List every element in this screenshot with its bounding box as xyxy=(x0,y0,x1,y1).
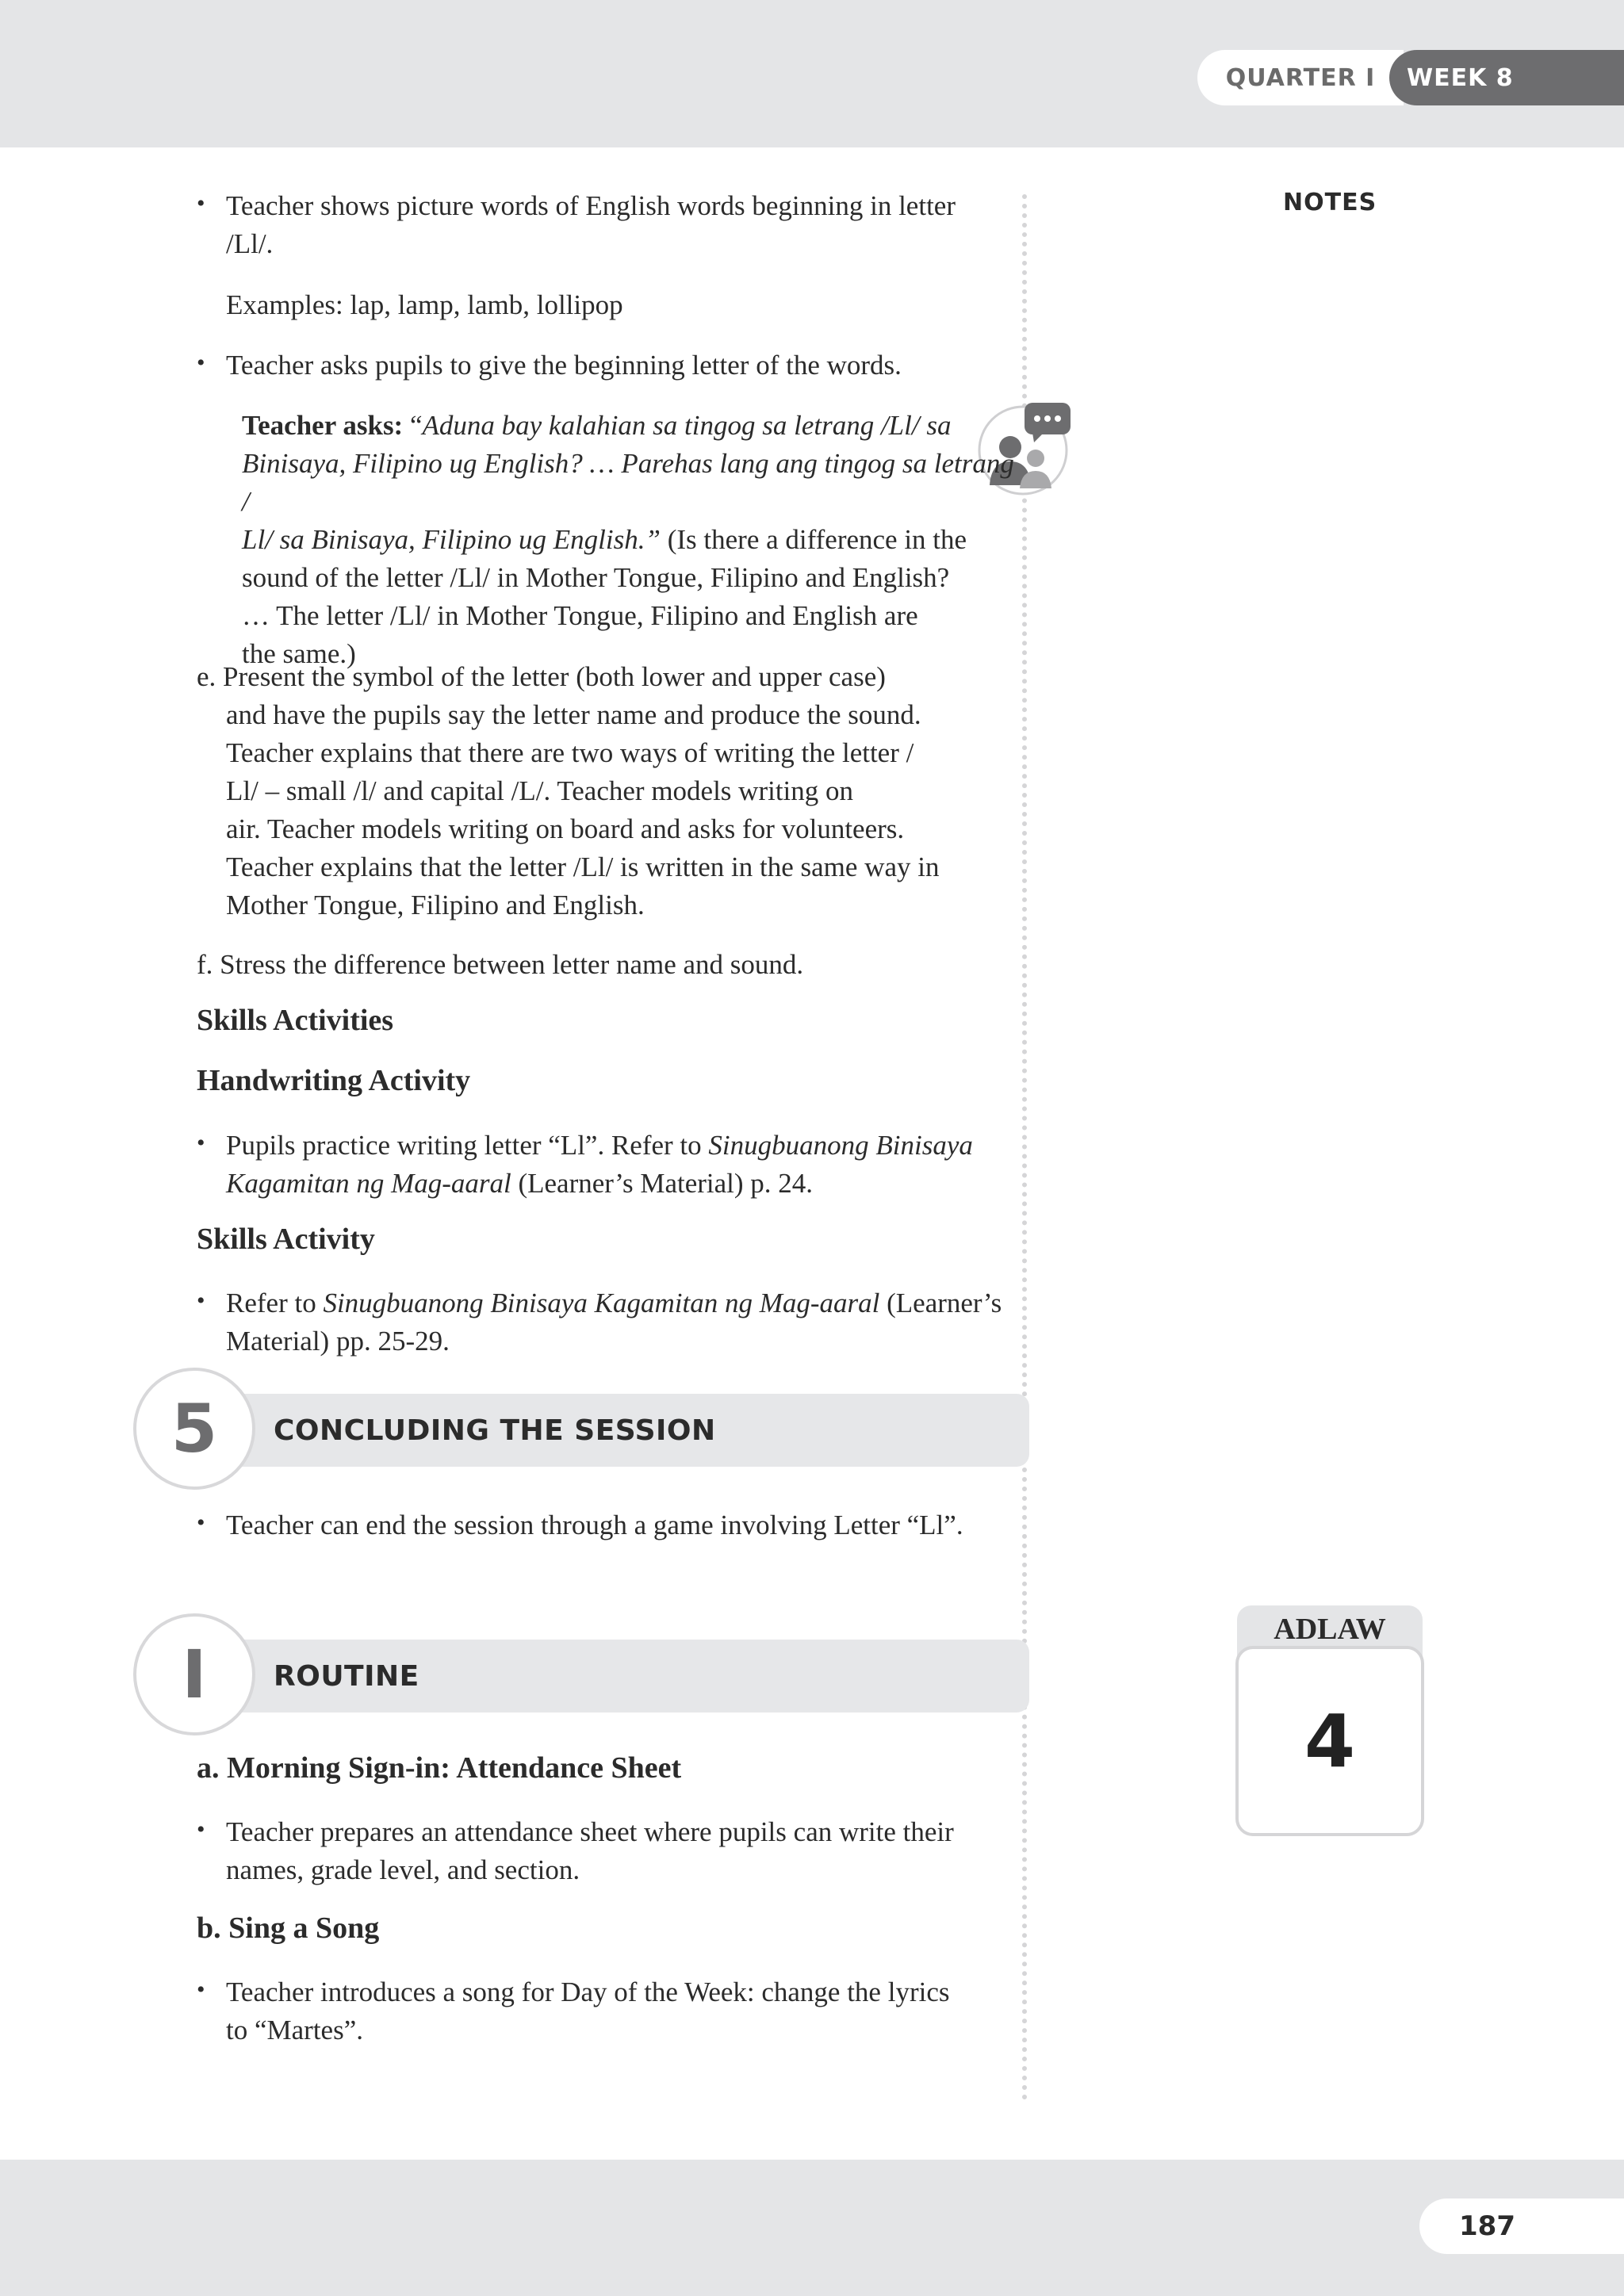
text-italic: Ll/ sa Binisaya, Filipino ug English.” xyxy=(242,524,661,555)
text-line xyxy=(242,407,1019,445)
text-line xyxy=(226,1165,1019,1203)
text-line: Teacher prepares an attendance sheet where pupils can write their xyxy=(226,1816,954,1847)
paragraph xyxy=(226,187,1019,263)
text-line xyxy=(226,1127,1019,1165)
paragraph xyxy=(226,1813,1019,1889)
section-number-i: I xyxy=(133,1613,255,1735)
text: (Learner’s Material) p. 24. xyxy=(511,1168,814,1199)
paragraph: Teacher asks pupils to give the beginning letter of the words. xyxy=(226,350,902,381)
text-italic: Aduna bay kalahian sa tingog sa letrang /Ll/ sa xyxy=(422,410,952,441)
text-line: and have the pupils say the letter name and produce the sound. xyxy=(226,699,921,730)
skills-activities-heading: Skills Activities xyxy=(197,1004,394,1037)
text-line: air. Teacher models writing on board and asks for volunteers. xyxy=(226,813,905,844)
quote-mark: “ xyxy=(409,410,423,441)
text-italic: Sinugbuanong Binisaya Kagamitan ng Mag-aaral xyxy=(323,1288,880,1318)
sing-a-song-heading: b. Sing a Song xyxy=(197,1911,380,1945)
step-f: f. Stress the difference between letter name and sound. xyxy=(197,949,804,980)
text-line: names, grade level, and section. xyxy=(226,1854,580,1885)
paragraph xyxy=(226,1973,1019,2049)
day-label: ADLAW xyxy=(1237,1605,1423,1685)
paragraph xyxy=(226,1127,1019,1203)
bullet: • xyxy=(197,350,205,376)
bullet: • xyxy=(197,1510,205,1536)
text-italic: Kagamitan ng Mag-aaral xyxy=(226,1168,511,1199)
section-title-concluding: CONCLUDING THE SESSION xyxy=(274,1414,716,1447)
text-line xyxy=(242,445,1019,521)
handwriting-activity-heading: Handwriting Activity xyxy=(197,1064,471,1097)
bullet: • xyxy=(197,1130,205,1156)
week-tab: WEEK 8 xyxy=(1389,50,1624,105)
text-italic: Sinugbuanong Binisaya xyxy=(708,1130,973,1161)
quarter-tab: QUARTER I xyxy=(1197,50,1404,105)
text-line: Teacher shows picture words of English words beginning in letter xyxy=(226,190,956,221)
text-italic: Binisaya, Filipino ug English? … Parehas lang ang tingog sa letrang / xyxy=(242,448,1014,517)
text-line: Mother Tongue, Filipino and English. xyxy=(226,890,645,920)
paragraph xyxy=(226,1284,1019,1360)
examples-line: Examples: lap, lamp, lamb, lollipop xyxy=(226,289,623,320)
text-line: Teacher explains that the letter /Ll/ is written in the same way in xyxy=(226,851,940,882)
text-line xyxy=(226,1284,1019,1322)
text-line: sound of the letter /Ll/ in Mother Tongue, Filipino and English? xyxy=(242,562,950,593)
skills-activity-heading: Skills Activity xyxy=(197,1223,375,1256)
text-line: /Ll/. xyxy=(226,228,274,259)
teacher-asks-block xyxy=(242,407,1019,673)
section-title-routine: ROUTINE xyxy=(274,1660,419,1693)
text: (Is there a difference in the xyxy=(660,524,967,555)
text: Refer to xyxy=(226,1288,324,1318)
text-line: … The letter /Ll/ in Mother Tongue, Filipino and English are xyxy=(242,600,918,631)
text-line: Teacher introduces a song for Day of the Week: change the lyrics xyxy=(226,1976,950,2007)
morning-signin-heading: a. Morning Sign-in: Attendance Sheet xyxy=(197,1751,682,1785)
teacher-asks-label: Teacher asks: xyxy=(242,410,410,441)
text-line: the same.) xyxy=(242,638,356,669)
text-line: Ll/ – small /l/ and capital /L/. Teacher models writing on xyxy=(226,775,854,806)
bullet: • xyxy=(197,1288,205,1314)
bullet: • xyxy=(197,1816,205,1843)
footer-band xyxy=(0,2160,1624,2296)
text-line: Teacher explains that there are two ways of writing the letter / xyxy=(226,737,914,768)
text-line xyxy=(242,521,1019,559)
bullet: • xyxy=(197,1976,205,2003)
paragraph: Teacher can end the session through a game involving Letter “Ll”. xyxy=(226,1510,963,1540)
page-number: 187 xyxy=(1419,2198,1624,2254)
text-line: to “Martes”. xyxy=(226,2015,363,2045)
step-e xyxy=(197,658,1005,924)
text: (Learner’s xyxy=(879,1288,1002,1318)
section-number-5: 5 xyxy=(133,1368,255,1490)
notes-label: NOTES xyxy=(1283,189,1377,216)
bullet: • xyxy=(197,190,205,216)
day-number: 4 xyxy=(1235,1646,1424,1836)
text-line: Material) pp. 25-29. xyxy=(226,1326,450,1357)
text-line: e. Present the symbol of the letter (both lower and upper case) xyxy=(197,661,886,692)
text: Pupils practice writing letter “Ll”. Refer to xyxy=(226,1130,709,1161)
